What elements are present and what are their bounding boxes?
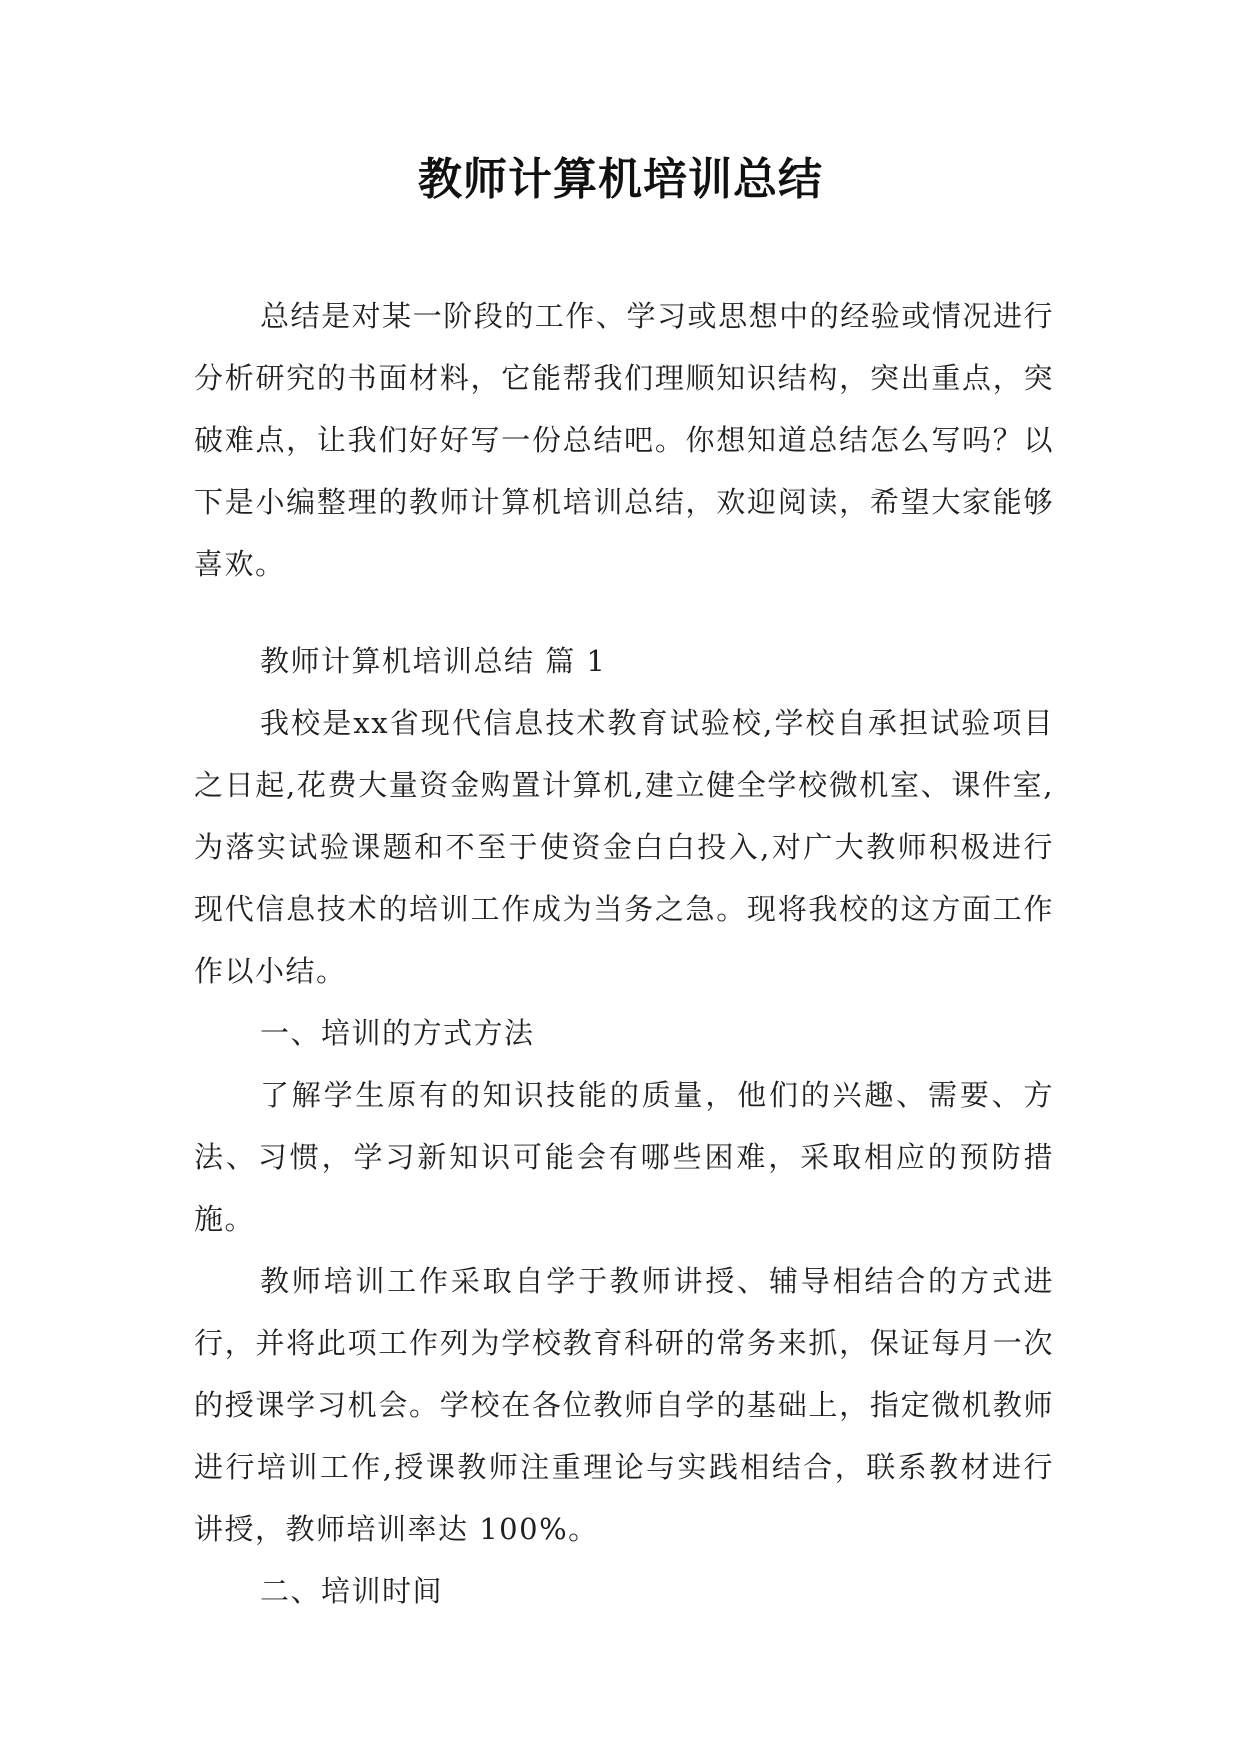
paragraph-teacher-training: 教师培训工作采取自学于教师讲授、辅导相结合的方式进行，并将此项工作列为学校教育科研的常务来抓，保证每月一次的授课学习机会。学校在各位教师自学的基础上，指定微机教师进行培训工作,授课教师注重理论与实践相结合，联系教材进行讲授，教师培训率达 100%。	[194, 1264, 1054, 1546]
heading-training-methods: 一、培训的方式方法	[260, 1016, 535, 1050]
paragraph-student-knowledge: 了解学生原有的知识技能的质量，他们的兴趣、需要、方法、习惯，学习新知识可能会有哪些困难，采取相应的预防措施。	[194, 1078, 1054, 1236]
main-block	[194, 630, 1054, 1622]
document-title: 教师计算机培训总结	[418, 154, 823, 205]
paragraph-school-background: 我校是xx省现代信息技术教育试验校,学校自承担试验项目之日起,花费大量资金购置计算机,建立健全学校微机室、课件室,为落实试验课题和不至于使资金白白投入,对广大教师积极进行现代信息技术的培训工作成为当务之急。现将我校的这方面工作作以小结。	[194, 706, 1054, 988]
heading-training-time: 二、培训时间	[260, 1574, 444, 1608]
section-heading: 教师计算机培训总结 篇 1	[260, 644, 607, 678]
intro-paragraph: 总结是对某一阶段的工作、学习或思想中的经验或情况进行分析研究的书面材料，它能帮我们理顺知识结构，突出重点，突破难点，让我们好好写一份总结吧。你想知道总结怎么写吗？以下是小编整理的教师计算机培训总结，欢迎阅读，希望大家能够喜欢。	[194, 299, 1054, 581]
intro-block	[194, 285, 1054, 595]
